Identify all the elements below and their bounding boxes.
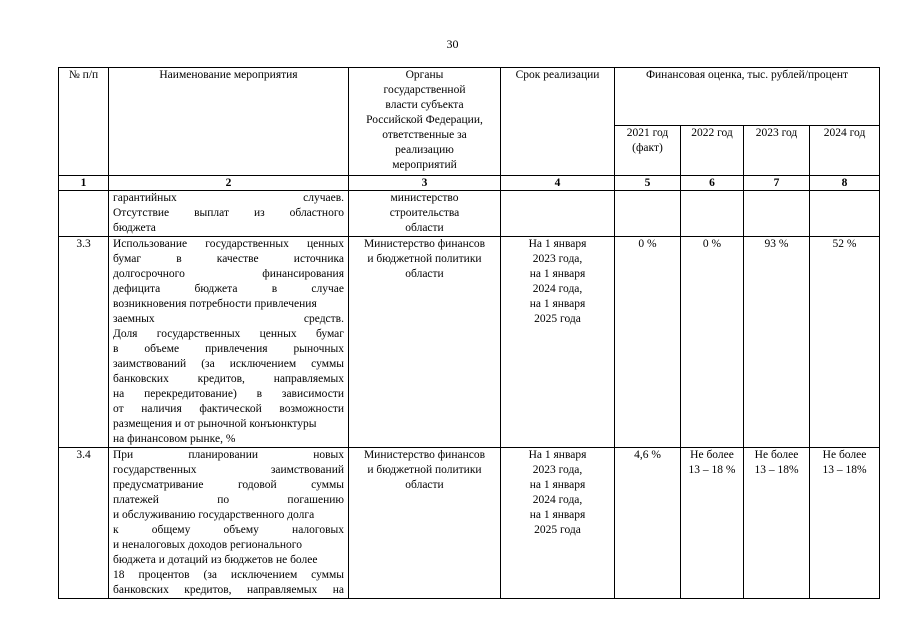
value-2024: 52 % [810, 237, 880, 448]
value-2021 [615, 191, 681, 237]
value-2022: 0 % [681, 237, 744, 448]
header-agency: Органы государственной власти субъекта Российской Федерации, ответственные за реализацию мероприятий [349, 68, 501, 176]
row-number: 3.4 [59, 448, 109, 599]
header-year-2022: 2022 год [681, 126, 744, 176]
measure-name: Использование государственных ценных бумаг в качестве источника долгосрочного финансирования дефицита бюджета в случае возникновения потребности привлечения заемных средств. Доля государственных ценных бумаг в объеме привлечения рыночных заимствований (за исключением суммы банковских кредитов, направляемых на перекредитование) в зависимости от наличия фактической возможности размещения и от рыночной конъюнктуры на финансовом рынке, % [109, 237, 349, 448]
table-row [59, 448, 880, 599]
value-2024: Не более 13 – 18% [810, 448, 880, 599]
header-measure-name: Наименование мероприятия [109, 68, 349, 176]
value-2023: 93 % [744, 237, 810, 448]
measures-table [58, 67, 880, 599]
page-number: 30 [446, 37, 459, 51]
measure-name: гарантийных случаев. Отсутствие выплат из областного бюджета [109, 191, 349, 237]
implementation-term [501, 191, 615, 237]
header-year-2021: 2021 год (факт) [615, 126, 681, 176]
header-year-2023: 2023 год [744, 126, 810, 176]
column-number: 5 [615, 176, 681, 191]
column-number: 8 [810, 176, 880, 191]
column-number: 1 [59, 176, 109, 191]
header-financial-estimate: Финансовая оценка, тыс. рублей/процент [615, 68, 880, 126]
table-row [59, 191, 880, 237]
column-number: 3 [349, 176, 501, 191]
value-2023 [744, 191, 810, 237]
value-2024 [810, 191, 880, 237]
column-number: 4 [501, 176, 615, 191]
measure-name: При планировании новых государственных заимствований предусматривание годовой суммы платежей по погашению и обслуживанию государственного долга к общему объему налоговых и неналоговых доходов регионального бюджета и дотаций из бюджетов не более 18 процентов (за исключением суммы банковских кредитов, направляемых на [109, 448, 349, 599]
responsible-agency: Министерство финансов и бюджетной политики области [349, 237, 501, 448]
value-2023: Не более 13 – 18% [744, 448, 810, 599]
header-term: Срок реализации [501, 68, 615, 176]
header-number: № п/п [59, 68, 109, 176]
value-2021: 4,6 % [615, 448, 681, 599]
column-number: 7 [744, 176, 810, 191]
column-number: 6 [681, 176, 744, 191]
value-2021: 0 % [615, 237, 681, 448]
table-row [59, 237, 880, 448]
column-number: 2 [109, 176, 349, 191]
implementation-term: На 1 января 2023 года, на 1 января 2024 года, на 1 января 2025 года [501, 448, 615, 599]
header-year-2024: 2024 год [810, 126, 880, 176]
responsible-agency: министерство строительства области [349, 191, 501, 237]
column-numbers-row [59, 176, 880, 191]
row-number [59, 191, 109, 237]
responsible-agency: Министерство финансов и бюджетной политики области [349, 448, 501, 599]
implementation-term: На 1 января 2023 года, на 1 января 2024 года, на 1 января 2025 года [501, 237, 615, 448]
row-number: 3.3 [59, 237, 109, 448]
value-2022 [681, 191, 744, 237]
value-2022: Не более 13 – 18 % [681, 448, 744, 599]
